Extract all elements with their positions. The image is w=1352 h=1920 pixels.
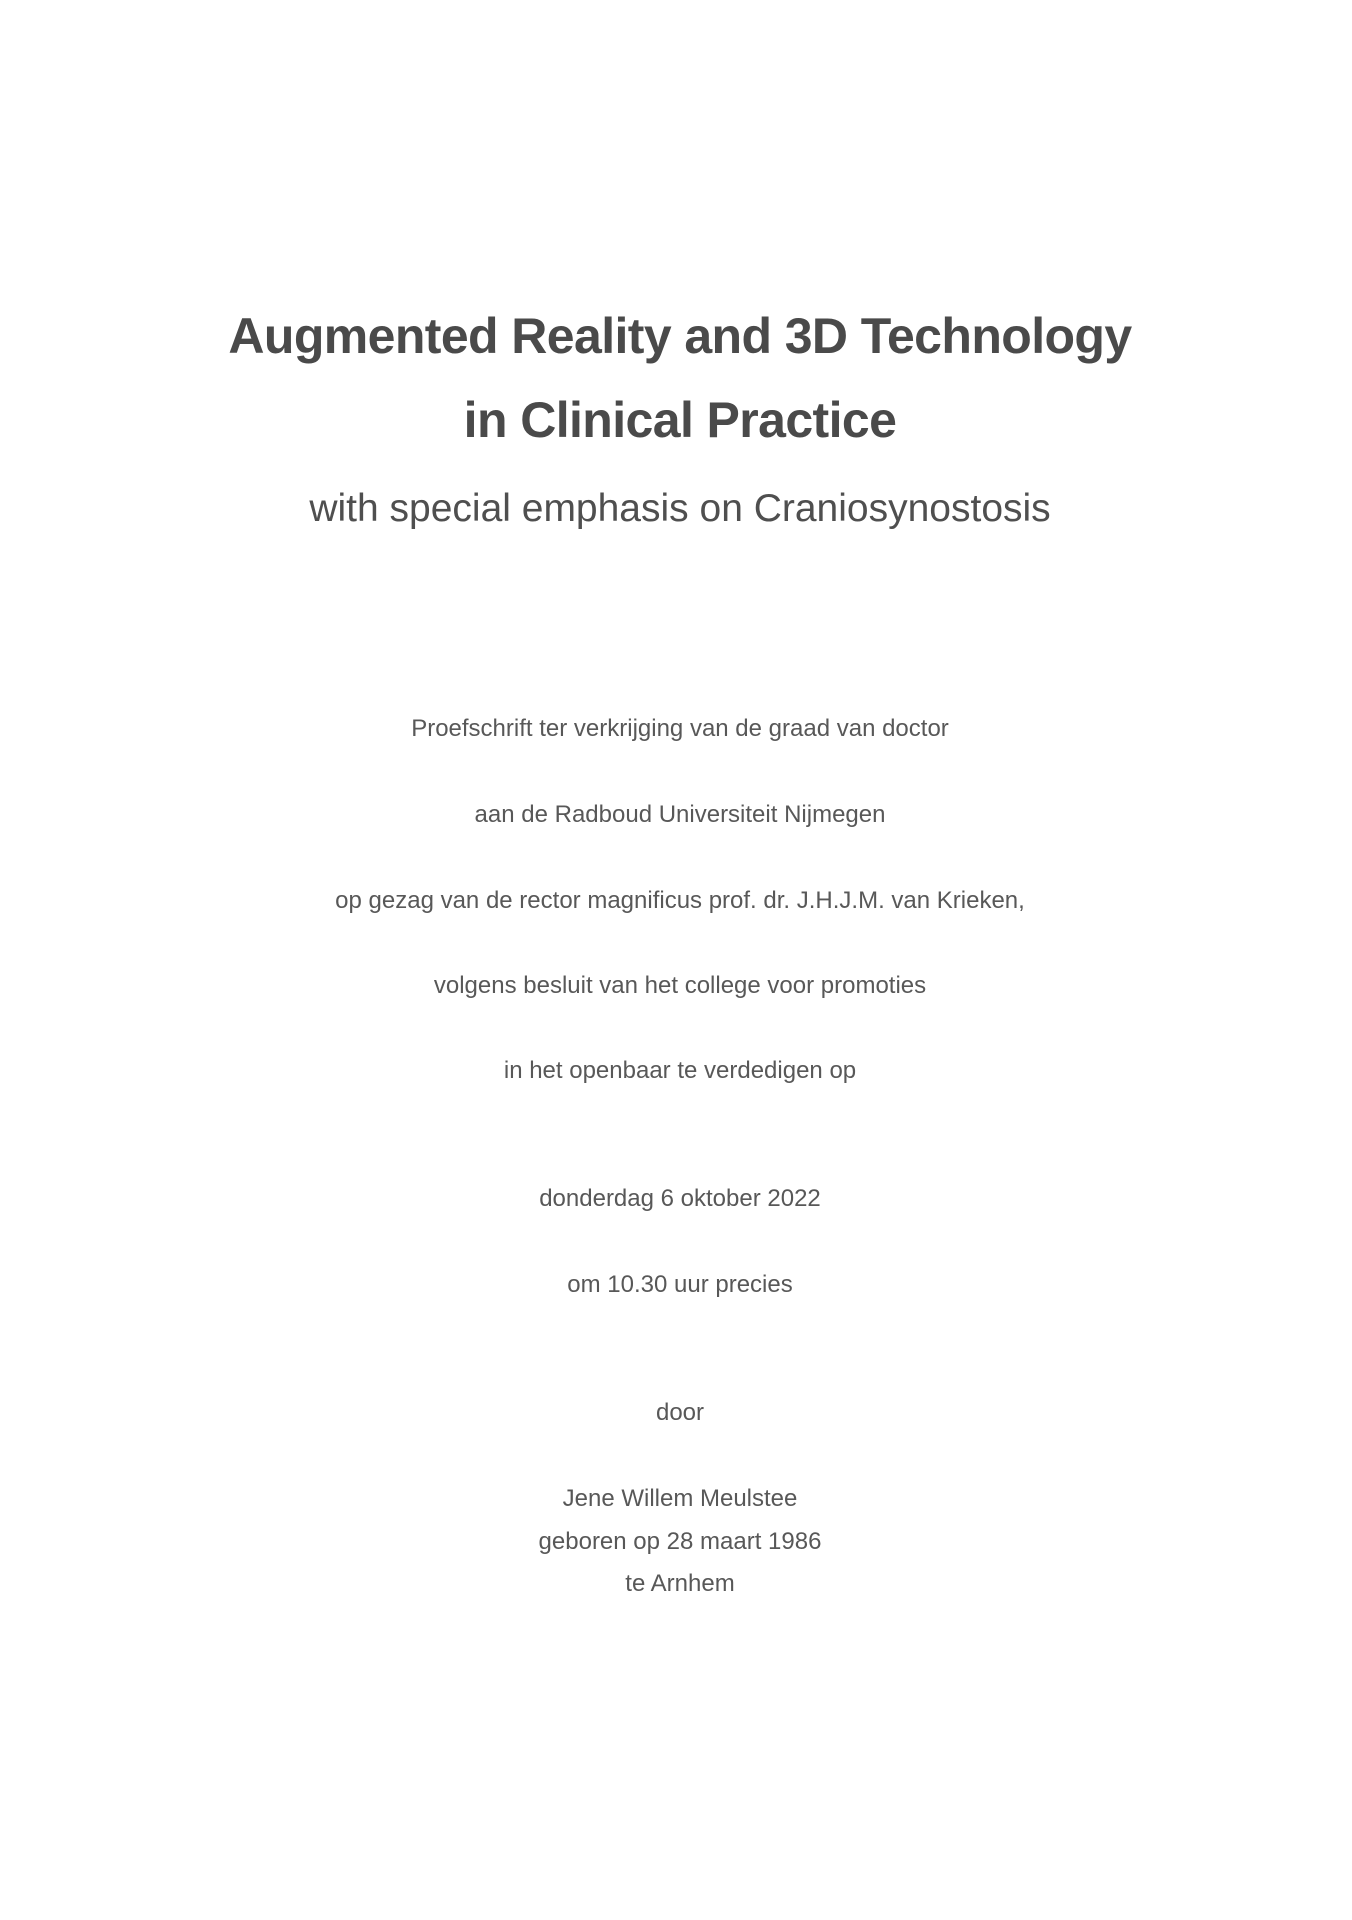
defense-time: om 10.30 uur precies [567, 1271, 793, 1298]
author-name: Jene Willem Meulstee [562, 1485, 798, 1512]
statement-line-5: in het openbaar te verdedigen op [503, 1057, 857, 1084]
author-birth-date: geboren op 28 maart 1986 [538, 1528, 822, 1555]
statement-line-4: volgens besluit van het college voor promoties [433, 972, 927, 999]
author-birth-place: te Arnhem [625, 1570, 735, 1597]
thesis-title-line-2: in Clinical Practice [463, 392, 897, 448]
defense-date: donderdag 6 oktober 2022 [539, 1185, 821, 1212]
statement-line-3: op gezag van de rector magnificus prof. dr. J.H.J.M. van Krieken, [335, 887, 1025, 914]
thesis-title-line-1: Augmented Reality and 3D Technology [228, 308, 1132, 364]
thesis-subtitle: with special emphasis on Craniosynostosis [309, 487, 1051, 530]
author-by-label: door [655, 1399, 705, 1426]
statement-line-1: Proefschrift ter verkrijging van de graad van doctor [411, 715, 949, 742]
statement-line-2: aan de Radboud Universiteit Nijmegen [474, 801, 886, 828]
